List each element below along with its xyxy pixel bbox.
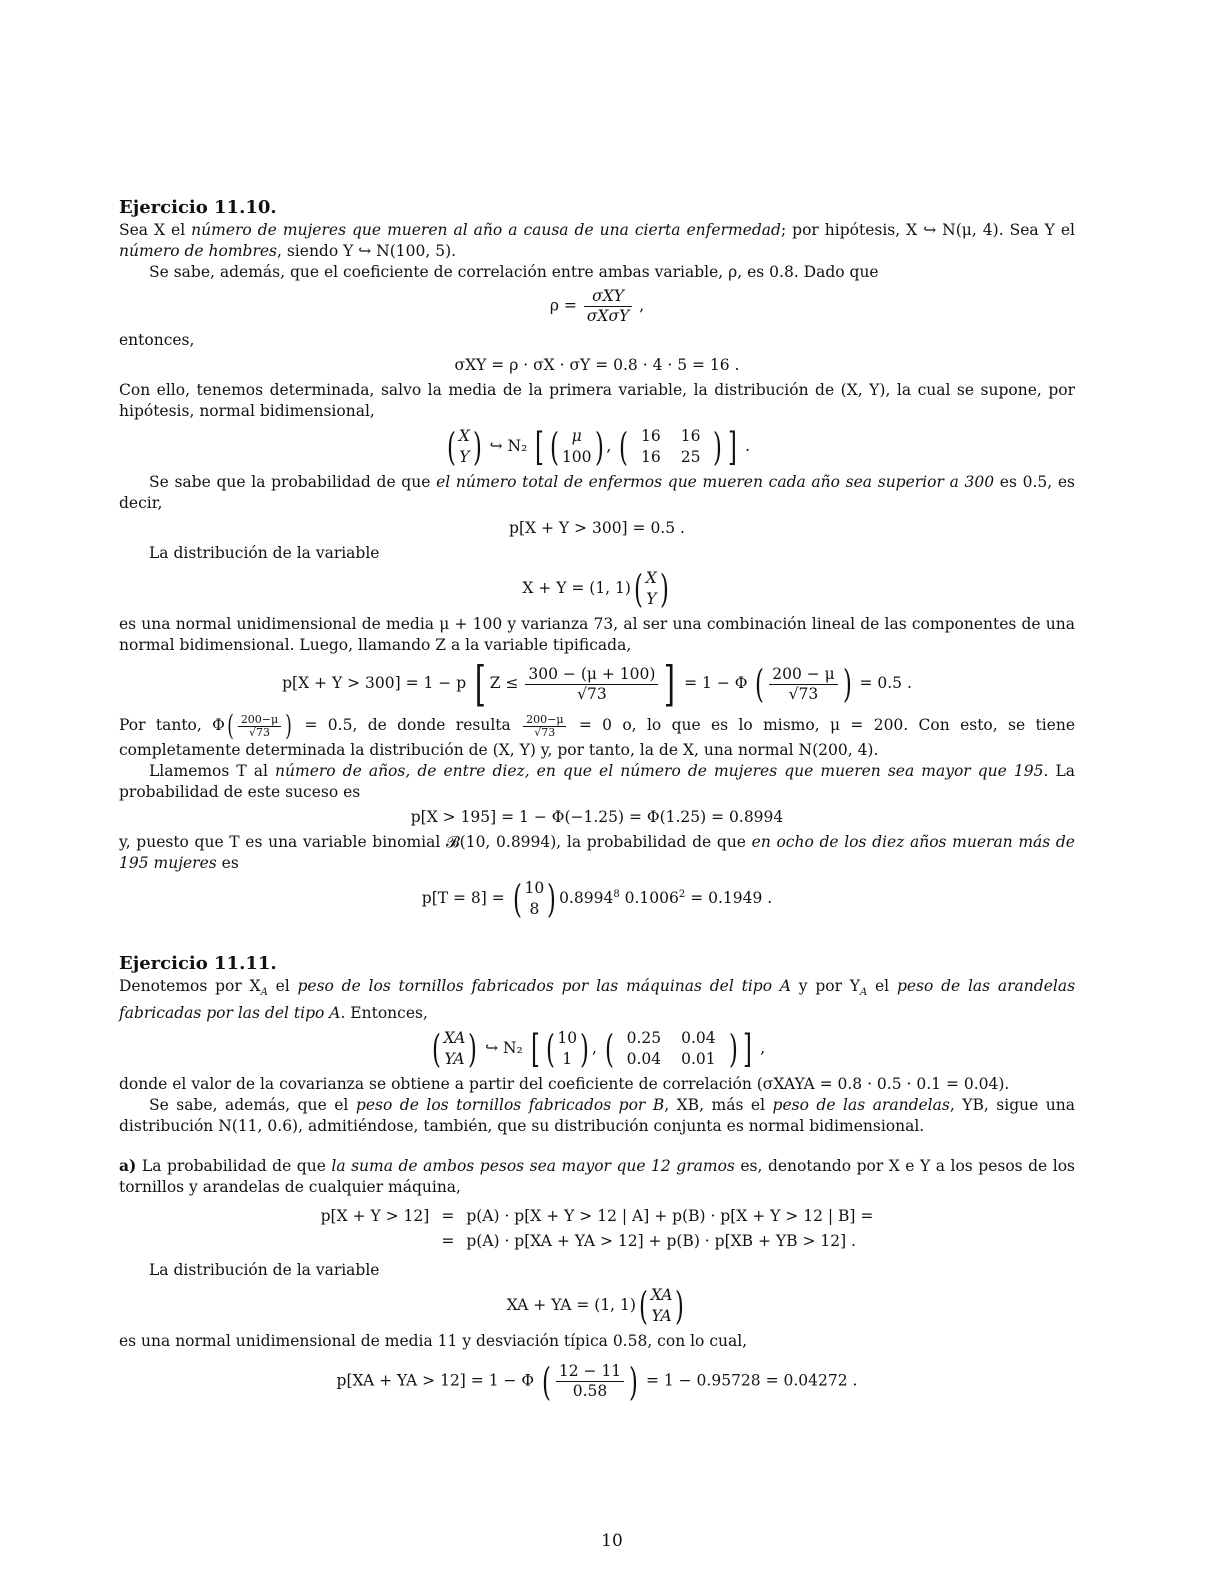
equation-bivariate-normal-2: ( XA YA ) ↪ N₂ [ ( 10 1 ) , ( 0.25 0.04 0.04 0.01 ) ] , — [431, 1027, 766, 1072]
ex10-paragraph-10: y, puesto que T es una variable binomial 𝓑(10, 0.8994), la probabilidad de que en ocho de los diez años mueran más de 195 mujeres es — [119, 833, 1075, 872]
equation-final-probability: p[XA + YA > 12] = 1 − Φ ( $\frac{12 - 11}{0.58}$ ) = 1 − 0.95728 = 0.04272 . — [336, 1359, 858, 1404]
equation-bivariate-normal-1: ( X Y ) ↪ N₂ [ ( μ 100 ) , ( 16 16 16 25 ) ] . — [446, 425, 751, 469]
ex11-part-a: a) La probabilidad de que la suma de ambos pesos sea mayor que 12 gramos es, denotando por X e Y a los pesos de los tornillos y arandelas de cualquier máquina, — [119, 1156, 1075, 1197]
equation-standardize: p[X + Y > 300] = 1 − p [ Z ≤ $\frac{300 - (\mu + 100)}{√73}$ ] = 1 − Φ ( $\frac{200 - \mu}{√73}$ ) = 0.5 . — [282, 656, 912, 712]
ex10-paragraph-2: Se sabe, además, que el coeficiente de correlación entre ambas variable, ρ, es 0.8. Dado que — [149, 263, 879, 281]
equation-total-probability: p[X + Y > 12] = p(A) · p[X + Y > 12 | A] + p(B) · p[X + Y > 12 | B] = = p(A) · p[XA + YA > 12] + p(B) · p[XB + YB > 12] . — [320, 1207, 874, 1251]
ex11-paragraph-2: donde el valor de la covarianza se obtiene a partir del coeficiente de correlación (σXAYA = 0.8 · 0.5 · 0.1 = 0.04). — [119, 1075, 1010, 1094]
ex10-paragraph-5: Se sabe que la probabilidad de que el número total de enfermos que mueren cada año sea superior a 300 es 0.5, es decir, — [119, 473, 1075, 512]
ex10-paragraph-9: Llamemos T al número de años, de entre diez, en que el número de mujeres que mueren sea mayor que 195. La probabilidad de este suceso es — [119, 762, 1075, 801]
ex10-paragraph-7: es una normal unidimensional de media μ + 100 y varianza 73, al ser una combinación lineal de las componentes de una normal bidimensional. Luego, llamando Z a la variable tipificada, — [119, 615, 1075, 654]
equation-p195: p[X > 195] = 1 − Φ(−1.25) = Φ(1.25) = 0.8994 — [410, 808, 784, 826]
page-content — [119, 196, 1075, 1405]
equation-sum-xaya: XA + YA = (1, 1)( XA YA ) — [506, 1284, 685, 1329]
ex10-paragraph-1: Sea X el número de mujeres que mueren al año a causa de una cierta enfermedad; por hipótesis, X ↪ N(μ, 4). Sea Y el número de hombres, siendo Y ↪ N(100, 5). — [119, 221, 1075, 260]
ex11-paragraph-1: Denotemos por $X_A$ el peso de los tornillos fabricados por las máquinas del tipo A y por $Y_A$ el peso de las arandelas fabricadas por las del tipo A. Entonces, — [119, 977, 1076, 1023]
exercise-11-10-title: Ejercicio 11.10. — [119, 197, 277, 218]
page-number: 10 — [601, 1531, 623, 1551]
ex11-paragraph-5: es una normal unidimensional de media 11 y desviación típica 0.58, con lo cual, — [119, 1332, 748, 1351]
ex11-paragraph-3: Se sabe, además, que el peso de los tornillos fabricados por B, XB, más el peso de las arandelas, YB, sigue una distribución N(11, 0.6), admitiéndose, también, que su distribución conjunta es normal bidimensional. — [119, 1096, 1075, 1136]
ex10-paragraph-4: Con ello, tenemos determinada, salvo la media de la primera variable, la distribución de (X, Y), la cual se supone, por hipótesis, normal bidimensional, — [119, 381, 1075, 420]
equation-sum-xy: X + Y = (1, 1)( X Y ) — [522, 567, 669, 611]
equation-binomial: p[T = 8] = ( 10 8 ) 0.8994$^8$ $0.1006^2 = 0.1949$ . — [421, 877, 773, 921]
ex10-paragraph-8: Por tanto, Φ( $\frac{200-\mu}{√73}$ ) = 0.5, de donde resulta $\frac{200-\mu}{√73}$ = 0 o, lo que es lo mismo, μ = 200. Con esto, se tiene completamente determinada la distribución de (X, Y) y, por tanto, la de X, una normal N(200, 4). — [119, 709, 1076, 759]
ex11-paragraph-4: La distribución de la variable — [149, 1261, 380, 1280]
ex10-paragraph-3: entonces, — [119, 331, 195, 349]
equation-p300: p[X + Y > 300] = 0.5 . — [509, 519, 685, 537]
equation-rho: ρ = $\frac{\text{σXY}}{\text{σXσY}}$ , — [549, 287, 645, 325]
equation-sigma-xy: σXY = ρ · σX · σY = 0.8 · 4 · 5 = 16 . — [454, 356, 740, 374]
ex10-paragraph-6: La distribución de la variable — [149, 544, 380, 562]
exercise-11-11-title: Ejercicio 11.11. — [119, 953, 277, 974]
